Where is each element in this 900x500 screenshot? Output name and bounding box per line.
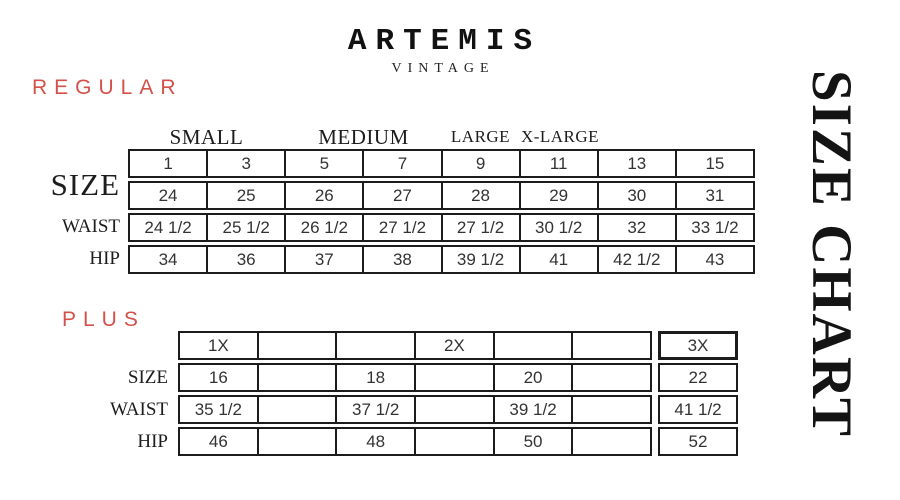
table-cell: 36	[208, 247, 286, 272]
plus-waist-label: WAIST	[109, 399, 168, 420]
table-cell	[337, 333, 416, 358]
table-cell: 26 1/2	[286, 215, 364, 240]
table-cell	[573, 429, 650, 454]
table-cell	[573, 397, 650, 422]
table-cell: 48	[337, 429, 416, 454]
table-cell: 1	[130, 151, 208, 176]
table-cell	[259, 333, 338, 358]
table-cell	[259, 397, 338, 422]
table-cell	[259, 429, 338, 454]
table-cell: 41	[521, 247, 599, 272]
table-cell: 26	[286, 183, 364, 208]
table-cell: 37 1/2	[337, 397, 416, 422]
table-cell: 31	[705, 185, 725, 205]
table-cell: 46	[180, 429, 259, 454]
table-cell: 18	[337, 365, 416, 390]
table-cell: 29	[521, 183, 599, 208]
table-cell: 30 1/2	[521, 215, 599, 240]
table-cell: 39 1/2	[443, 247, 521, 272]
brand-tagline: VINTAGE	[391, 61, 495, 76]
table-row	[178, 427, 738, 456]
size-group-xlarge: X-LARGE	[520, 127, 600, 146]
regular-section-label: REGULAR	[32, 76, 183, 99]
table-row	[178, 331, 738, 360]
table-cell	[495, 333, 574, 358]
size-group-small: SMALL	[169, 125, 244, 149]
table-cell: 24 1/2	[130, 215, 208, 240]
plus-section-label: PLUS	[62, 308, 145, 331]
table-cell: 28	[443, 183, 521, 208]
table-cell: 7	[364, 151, 442, 176]
table-cell: 16	[180, 365, 259, 390]
brand-name: ARTEMIS	[347, 24, 542, 59]
table-cell: 27	[364, 183, 442, 208]
regular-hip-label: HIP	[89, 248, 120, 269]
table-cell	[573, 333, 650, 358]
table-row	[128, 181, 755, 210]
table-row	[128, 149, 755, 178]
table-cell: 42 1/2	[599, 247, 677, 272]
table-cell: 25 1/2	[208, 215, 286, 240]
table-cell: 13	[599, 151, 677, 176]
table-cell: 37	[286, 247, 364, 272]
table-cell: 34	[130, 247, 208, 272]
plus-size-table	[178, 331, 738, 459]
regular-size-table	[128, 149, 755, 277]
table-cell: 20	[495, 365, 574, 390]
table-cell: 39 1/2	[495, 397, 574, 422]
table-cell: 27 1/2	[364, 215, 442, 240]
table-cell: 27 1/2	[443, 215, 521, 240]
table-cell: 38	[364, 247, 442, 272]
table-cell: 52	[658, 427, 738, 456]
table-cell: 1X	[180, 333, 259, 358]
table-row	[178, 363, 738, 392]
table-cell: 35 1/2	[180, 397, 259, 422]
regular-size-label: SIZE	[50, 167, 120, 202]
table-cell	[416, 365, 495, 390]
size-group-medium: MEDIUM	[318, 125, 409, 149]
table-cell: 22	[658, 363, 738, 392]
table-cell: 24	[130, 183, 208, 208]
table-row	[128, 213, 755, 242]
table-cell: 43	[705, 249, 725, 269]
table-cell: 33 1/2	[691, 217, 739, 237]
table-cell: 41 1/2	[658, 395, 738, 424]
table-cell: 11	[521, 151, 599, 176]
table-cell	[573, 365, 650, 390]
plus-size-label: SIZE	[127, 367, 168, 388]
table-row	[128, 245, 755, 274]
brand-logo	[300, 24, 580, 77]
regular-waist-label: WAIST	[61, 216, 120, 237]
table-row	[178, 395, 738, 424]
table-cell: 30	[599, 183, 677, 208]
table-cell	[416, 397, 495, 422]
table-cell	[416, 429, 495, 454]
page-title-vertical: SIZE CHART	[800, 70, 863, 439]
size-group-large: LARGE	[450, 127, 511, 146]
table-cell: 50	[495, 429, 574, 454]
table-cell: 9	[443, 151, 521, 176]
table-cell: 32	[599, 215, 677, 240]
table-cell: 15	[705, 153, 725, 173]
table-cell: 25	[208, 183, 286, 208]
table-cell	[259, 365, 338, 390]
table-cell: 3X	[658, 331, 738, 360]
table-cell: 2X	[416, 333, 495, 358]
table-cell: 5	[286, 151, 364, 176]
table-cell: 3	[208, 151, 286, 176]
plus-hip-label: HIP	[137, 431, 168, 452]
